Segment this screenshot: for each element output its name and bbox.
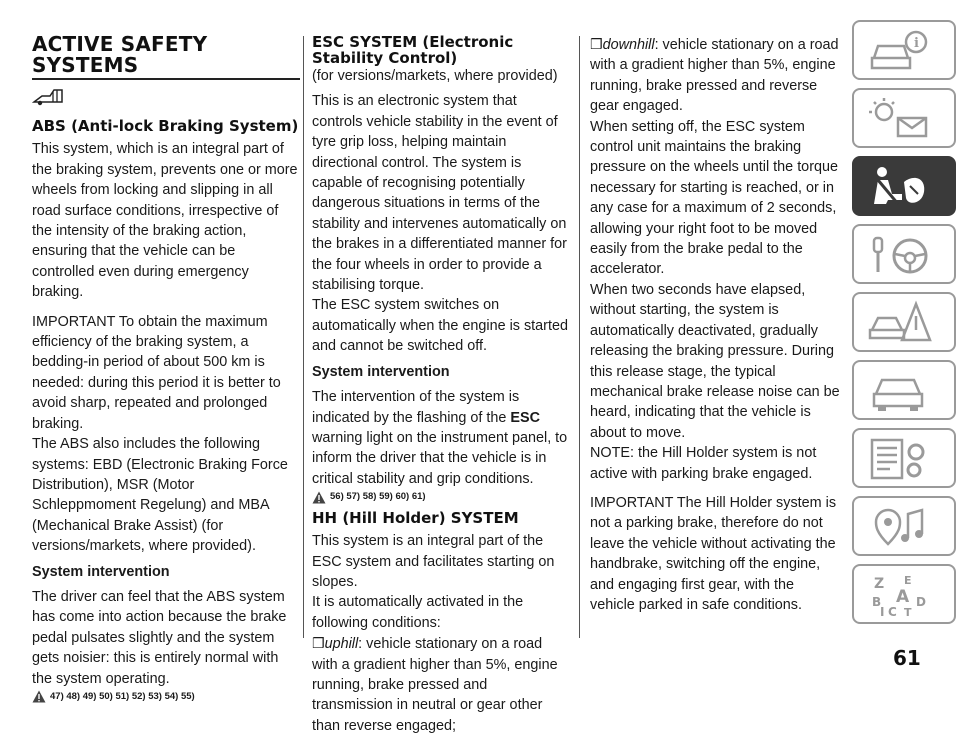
warning-triangle-icon xyxy=(312,491,326,504)
index-icon xyxy=(868,572,932,618)
abs-important: IMPORTANT To obtain the maximum efficiency of the braking system, a bedding-in period of about 500 km is needed: during this period it is better to avoid sharp, repeated and prolonged braking. xyxy=(32,313,281,432)
esc-paragraph: This is an electronic system that controls vehicle stability in the event of tyre grip loss, helping maintain directional control. The system is capable of recognising potentially dangerous situations in terms of the stability and intervenes automatically on the brakes in a differentiated manner for the four wheels in order to provide a stabilising torque. xyxy=(312,93,567,294)
uphill-item: ❒uphill: vehicle stationary on a road with a gradient higher than 5%, engine running, brake pressed and transmission in neutral or gear other than reverse engaged; xyxy=(312,635,558,734)
svg-text:i: i xyxy=(914,36,919,51)
tab-emergency[interactable] xyxy=(852,292,956,352)
svg-text:Z: Z xyxy=(874,576,885,592)
abs-heading: ABS (Anti-lock Braking System) xyxy=(32,117,299,136)
checkbox-bullet-icon: ❒ xyxy=(312,635,325,652)
important-paragraph: IMPORTANT The Hill Holder system is not a parking brake, therefore do not leave the vehicle without activating the handbrake, switching off the engine, and engaging first gear, with the vehicle parked in safe conditions. xyxy=(590,494,837,613)
warning-refs xyxy=(32,689,300,705)
esc-label: ESC xyxy=(510,409,540,426)
key-steering-wheel-icon xyxy=(868,232,932,278)
title-rule xyxy=(32,78,300,80)
warning-refs xyxy=(312,489,570,505)
technical-data-icon xyxy=(868,436,932,482)
tab-maintenance[interactable] xyxy=(852,360,956,420)
column-divider xyxy=(303,36,304,638)
warning-refs-label: 47) 48) 49) 50) 51) 52) 53) 54) 55) xyxy=(50,690,195,702)
column-2 xyxy=(312,34,570,736)
tab-index[interactable] xyxy=(852,564,956,624)
column-divider xyxy=(579,36,580,638)
esc-intervention-heading: System intervention xyxy=(312,363,450,380)
svg-text:A: A xyxy=(896,587,910,607)
tab-technical-data[interactable] xyxy=(852,428,956,488)
svg-text:D: D xyxy=(916,595,926,609)
page-number: 61 xyxy=(893,646,921,670)
svg-text:T: T xyxy=(904,606,912,618)
tab-starting-driving[interactable] xyxy=(852,224,956,284)
hh-heading: HH (Hill Holder) SYSTEM xyxy=(312,509,519,528)
note-paragraph: NOTE: the Hill Holder system is not active with parking brake engaged. xyxy=(590,445,817,482)
intervention-text: The driver can feel that the ABS system has come into action because the brake pedal pulsates slightly and the system gets noisier: this is entirely normal with the system operating. xyxy=(32,588,287,687)
emergency-warning-icon xyxy=(868,300,932,346)
safety-seatbelt-icon xyxy=(868,164,932,210)
car-maintenance-icon xyxy=(868,368,932,414)
abs-systems: The ABS also includes the following systems: EBD (Electronic Braking Force Distribution), MSR (Motor Schleppmoment Regelung) and MBA (Mechanical Brake Assist) (for versions/markets, where provided). xyxy=(32,436,288,555)
column-1 xyxy=(32,34,300,705)
abs-paragraph: This system, which is an integral part of the braking system, prevents one or more wheels from locking and slipping in all road surface conditions, irrespective of the intensity of the braking action, ensuring that the vehicle can be controlled even during emergency braking. xyxy=(32,141,298,301)
svg-text:I: I xyxy=(880,605,885,618)
hh-paragraph: This system is an integral part of the ESC system and facilitates starting on slopes. xyxy=(312,533,555,590)
setting-off-paragraph: When setting off, the ESC system control unit maintains the braking pressure on the wheels until the torque necessary for starting is reached, or in any case for a maximum of 2 seconds, allowing your right foot to be moved easily from the brake pedal to the accelerator. xyxy=(590,118,838,278)
tab-multimedia[interactable] xyxy=(852,496,956,556)
checkbox-bullet-icon: ❒ xyxy=(590,36,603,52)
esc-switch-on: The ESC system switches on automatically when the engine is started and cannot be switched off. xyxy=(312,297,568,355)
warning-triangle-icon xyxy=(32,690,46,703)
section-title: ACTIVE SAFETY SYSTEMS xyxy=(32,32,208,77)
esc-subtitle: (for versions/markets, where provided) xyxy=(312,68,558,84)
column-3 xyxy=(590,34,842,615)
svg-text:C: C xyxy=(888,605,897,618)
multimedia-icon xyxy=(868,504,932,550)
applicability-icon xyxy=(32,86,66,108)
svg-text:E: E xyxy=(904,574,912,587)
warning-refs-label: 56) 57) 58) 59) 60) 61) xyxy=(330,490,426,502)
dashboard-lights-icon xyxy=(868,96,932,142)
deactivation-paragraph: When two seconds have elapsed, without starting, the system is automatically deactivated, gradually releasing the braking pressure. During this release stage, the typical mechanical brake release noise can be heard, indicating that the vehicle is about to move. xyxy=(590,281,840,441)
tab-safety[interactable] xyxy=(852,156,956,216)
esc-heading: ESC SYSTEM (Electronic Stability Control) xyxy=(312,33,514,67)
esc-intervention-text: The intervention of the system is indicated by the flashing of the ESC warning light on the instrument panel, to inform the driver that the vehicle is in critical stability and grip conditions. xyxy=(312,389,568,487)
tab-dashboard-lights[interactable] xyxy=(852,88,956,148)
tab-car-info[interactable] xyxy=(852,20,956,80)
intervention-heading: System intervention xyxy=(32,563,170,580)
downhill-item: ❒downhill: vehicle stationary on a road with a gradient higher than 5%, engine running, brake pressed and reverse gear engaged. xyxy=(590,36,839,115)
svg-text:B: B xyxy=(872,595,882,609)
hh-conditions: It is automatically activated in the following conditions: xyxy=(312,594,524,631)
car-info-icon xyxy=(868,28,932,74)
